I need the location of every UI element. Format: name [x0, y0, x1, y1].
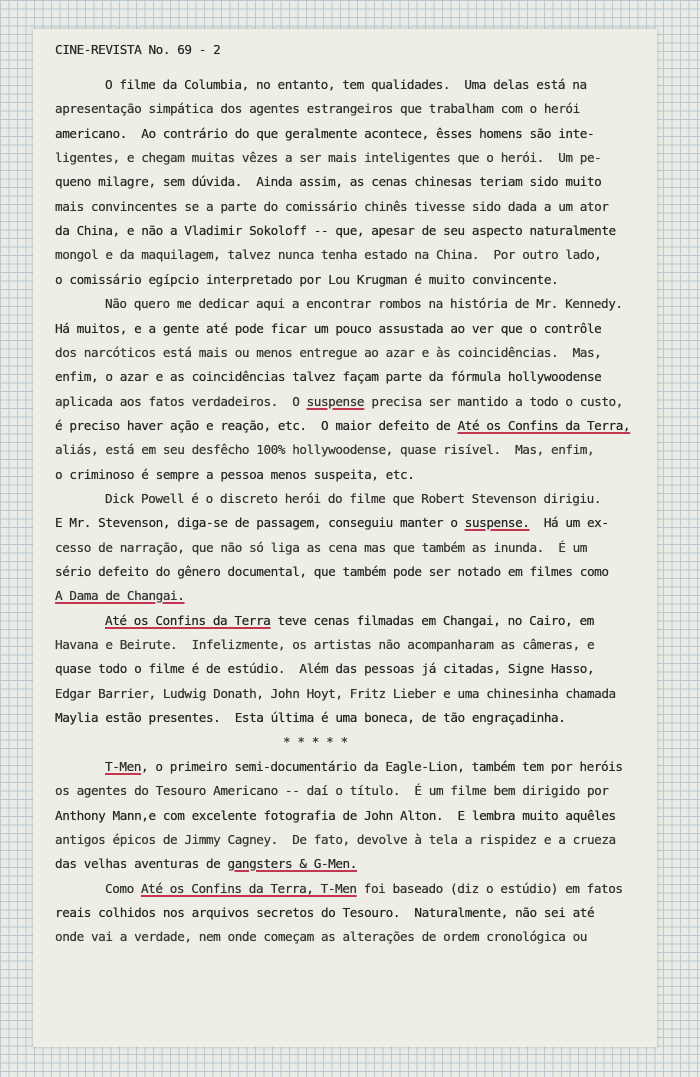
text-segment: mongol e da maquilagem, talvez nunca tenha estado na China. Por outro lado,	[55, 247, 602, 262]
text-segment: Há um ex-	[529, 515, 609, 530]
text-segment: * * * * *	[283, 734, 348, 749]
underlined-title: T-Men	[105, 759, 141, 774]
text-line	[283, 734, 348, 750]
text-segment: Havana e Beirute. Infelizmente, os artistas não acompanharam as câmeras, e	[55, 637, 595, 652]
typewritten-page	[33, 29, 657, 1047]
text-segment: O filme da Columbia, no entanto, tem qualidades. Uma delas está na	[105, 77, 587, 92]
text-segment: aplicada aos fatos verdadeiros. O	[55, 394, 307, 409]
text-segment: Edgar Barrier, Ludwig Donath, John Hoyt, Fritz Lieber e uma chinesinha chamada	[55, 686, 616, 701]
text-segment: , o primeiro semi-documentário da Eagle-Lion, também tem por heróis	[140, 759, 623, 774]
text-line	[55, 345, 601, 361]
text-segment: onde vai a verdade, nem onde começam as alterações de ordem cronológica ou	[55, 929, 587, 944]
text-line	[105, 491, 601, 507]
text-line	[55, 369, 601, 385]
text-segment: Há muitos, e a gente até pode ficar um pouco assustada ao ver que o contrôle	[55, 321, 602, 336]
text-line	[55, 442, 594, 458]
underlined-title: A Dama de Changai.	[55, 588, 185, 603]
underlined-title: Até os Confins da Terra, T-Men	[140, 881, 357, 896]
underlined-title: suspense	[306, 394, 365, 409]
text-segment: queno milagre, sem dúvida. Ainda assim, as cenas chinesas teriam sido muito	[55, 174, 602, 189]
text-segment: Anthony Mann,e com excelente fotografia de John Alton. E lembra muito aquêles	[55, 808, 616, 823]
text-segment: os agentes do Tesouro Americano -- daí o título. É um filme bem dirigido por	[55, 783, 609, 798]
text-line	[105, 613, 594, 629]
text-line	[55, 223, 616, 239]
text-segment: dos narcóticos está mais ou menos entregue ao azar e às coincidências. Mas,	[55, 345, 602, 360]
text-segment: enfim, o azar e as coincidências talvez façam parte da fórmula hollywoodense	[55, 369, 602, 384]
text-segment: antigos épicos de Jimmy Cagney. De fato, devolve à tela a rispidez e a crueza	[55, 832, 616, 847]
text-segment: reais colhidos nos arquivos secretos do Tesouro. Naturalmente, não sei até	[55, 905, 595, 920]
text-segment: E Mr. Stevenson, diga-se de passagem, conseguiu manter o	[55, 515, 465, 530]
text-segment: o comissário egípcio interpretado por Lou Krugman é muito convincente.	[55, 272, 559, 287]
text-line	[55, 101, 580, 117]
text-line	[105, 759, 623, 775]
underlined-title: suspense.	[464, 515, 530, 530]
text-segment: mais convincentes se a parte do comissário chinês tivesse sido dada a um ator	[55, 199, 609, 214]
text-line	[55, 272, 558, 288]
text-segment: é preciso haver ação e reação, etc. O maior defeito de	[55, 418, 458, 433]
text-segment: foi baseado (diz o estúdio) em fatos	[356, 881, 623, 896]
text-segment: Maylia estão presentes. Esta última é uma boneca, de tão engraçadinha.	[55, 710, 566, 725]
text-segment: aliás, está em seu desfêcho 100% hollywoodense, quase risível. Mas, enfim,	[55, 442, 595, 457]
text-line	[55, 686, 616, 702]
text-segment: das velhas aventuras de	[55, 856, 228, 871]
text-segment: precisa ser mantido a todo o custo,	[364, 394, 623, 409]
text-line	[55, 247, 601, 263]
text-line	[55, 564, 609, 580]
text-segment: Como	[105, 881, 141, 896]
text-line	[55, 856, 357, 872]
text-line	[55, 808, 616, 824]
text-segment: Não quero me dedicar aqui a encontrar rombos na história de Mr. Kennedy.	[105, 296, 623, 311]
text-line	[55, 150, 601, 166]
text-line	[55, 783, 609, 799]
text-segment: Dick Powell é o discreto herói do filme que Robert Stevenson dirigiu.	[105, 491, 602, 506]
text-segment: da China, e não a Vladimir Sokoloff -- que, apesar de seu aspecto naturalmente	[55, 223, 616, 238]
text-segment: americano. Ao contrário do que geralmente acontece, êsses homens são inte-	[55, 126, 595, 141]
text-segment: sério defeito do gênero documental, que também pode ser notado em filmes como	[55, 564, 609, 579]
text-line	[55, 588, 184, 604]
text-line	[55, 637, 594, 653]
page-header: CINE-REVISTA No. 69 - 2	[55, 42, 221, 57]
text-line	[55, 540, 587, 556]
text-line	[55, 126, 594, 142]
text-segment: teve cenas filmadas em Changai, no Cairo, em	[270, 613, 594, 628]
text-segment: ligentes, e chegam muitas vêzes a ser mais inteligentes que o herói. Um pe-	[55, 150, 602, 165]
text-line	[105, 296, 623, 312]
text-line	[55, 394, 623, 410]
text-line	[55, 905, 594, 921]
text-line	[55, 515, 609, 531]
text-line	[55, 929, 587, 945]
underlined-title: Até os Confins da Terra	[105, 613, 271, 628]
text-line	[55, 832, 616, 848]
text-line	[55, 710, 565, 726]
text-line	[55, 199, 609, 215]
text-segment: apresentação simpática dos agentes estrangeiros que trabalham com o herói	[55, 101, 580, 116]
text-line	[55, 418, 630, 434]
text-segment: quase todo o filme é de estúdio. Além das pessoas já citadas, Signe Hasso,	[55, 661, 595, 676]
text-line	[105, 77, 587, 93]
underlined-title: gangsters & G-Men.	[227, 856, 357, 871]
text-line	[55, 174, 601, 190]
text-segment: o criminoso é sempre a pessoa menos suspeita, etc.	[55, 467, 415, 482]
text-line	[55, 321, 601, 337]
text-line	[55, 467, 414, 483]
text-line	[105, 881, 623, 897]
text-segment: cesso de narração, que não só liga as cena mas que também as inunda. É um	[55, 540, 587, 555]
text-line	[55, 661, 594, 677]
underlined-title: Até os Confins da Terra,	[457, 418, 631, 433]
